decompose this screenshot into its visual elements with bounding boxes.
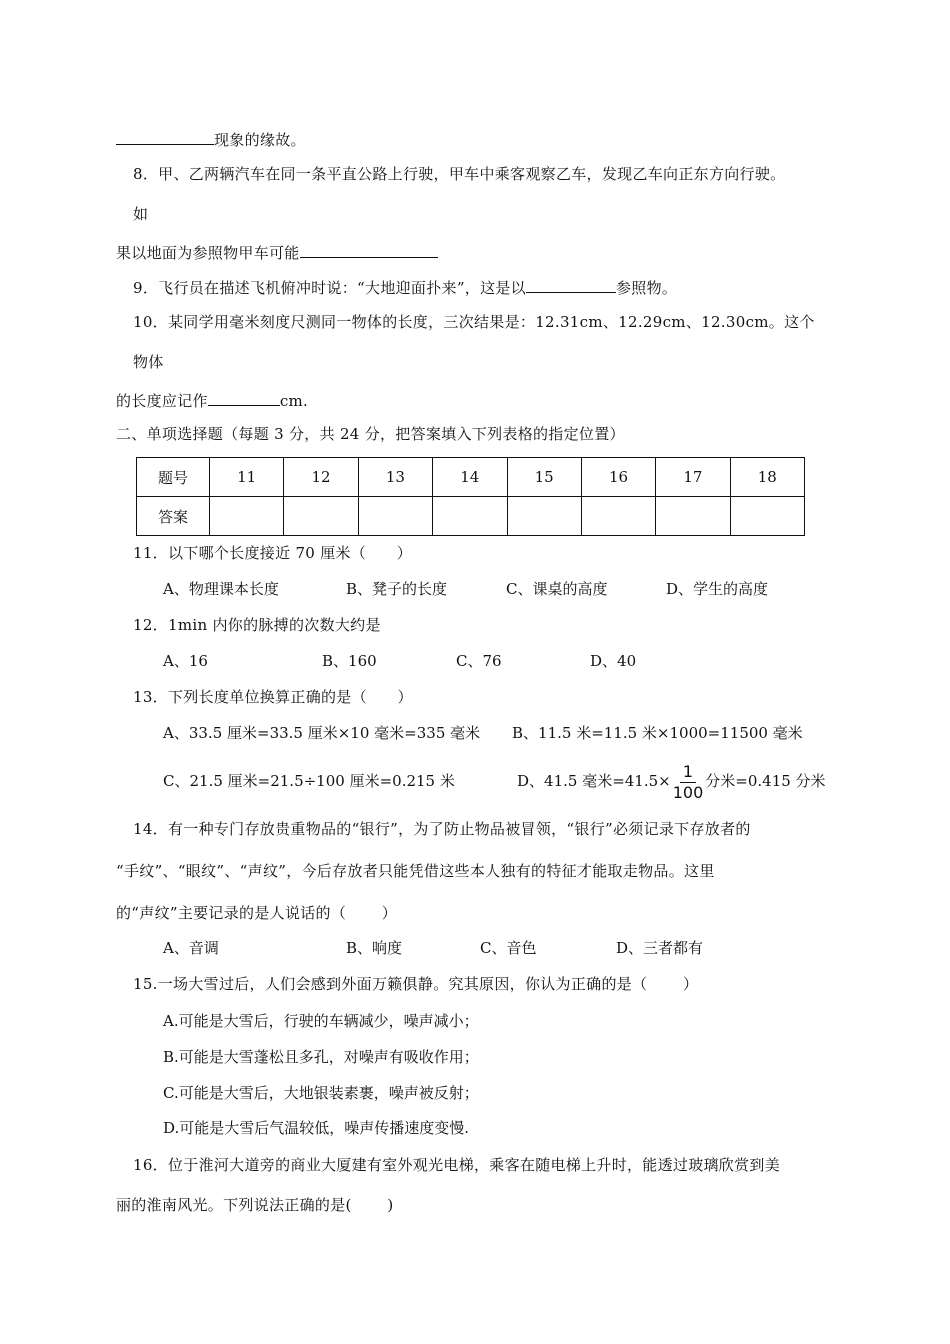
table-cell-number: 12 xyxy=(284,458,358,497)
table-cell-number: 13 xyxy=(358,458,432,497)
q8-line2: 如 xyxy=(133,205,149,223)
q14-option-b: B、响度 xyxy=(346,939,403,957)
q10-line2: 物体 xyxy=(133,353,164,371)
table-cell-number: 11 xyxy=(210,458,284,497)
q8-line3: 果以地面为参照物甲车可能 xyxy=(116,241,438,263)
q12-option-c: C、76 xyxy=(456,652,502,670)
q11-option-c: C、课桌的高度 xyxy=(506,580,608,598)
q12-option-a: A、16 xyxy=(163,652,208,670)
q9-answer-blank[interactable] xyxy=(526,276,616,293)
q11-option-a: A、物理课本长度 xyxy=(163,580,279,598)
q15-stem: 15.一场大雪过后，人们会感到外面万籁俱静。究其原因，你认为正确的是（ ） xyxy=(133,975,699,993)
q14-option-d: D、三者都有 xyxy=(616,939,704,957)
q15-option-d: D.可能是大雪后气温较低，噪声传播速度变慢. xyxy=(163,1119,470,1137)
fraction: $\frac{1}{100}$ xyxy=(672,761,704,802)
q11-stem: 11．以下哪个长度接近 70 厘米（ ） xyxy=(133,544,413,562)
q12-option-d: D、40 xyxy=(590,652,637,670)
table-label-number: 题号 xyxy=(137,458,210,497)
table-label-answer: 答案 xyxy=(137,497,210,536)
q13-option-b: B、11.5 米=11.5 米×1000=11500 毫米 xyxy=(512,724,803,742)
q15-option-c: C.可能是大雪后，大地银装素裹，噪声被反射； xyxy=(163,1084,479,1102)
answer-table xyxy=(136,457,805,536)
q14-line2: “手纹”、“眼纹”、“声纹”，今后存放者只能凭借这些本人独有的特征才能取走物品。这里 xyxy=(116,862,715,880)
q10-line3: 的长度应记作 cm. xyxy=(116,389,308,411)
answer-cell[interactable] xyxy=(210,497,284,536)
answer-cell[interactable] xyxy=(433,497,507,536)
q7-tail-line: 现象的缘故。 xyxy=(116,128,306,150)
q8-line1: 8．甲、乙两辆汽车在同一条平直公路上行驶，甲车中乘客观察乙车，发现乙车向正东方向行驶。 xyxy=(133,165,786,183)
q7-answer-blank[interactable] xyxy=(116,128,214,145)
answer-cell[interactable] xyxy=(581,497,655,536)
q14-option-c: C、音色 xyxy=(480,939,537,957)
answer-cell[interactable] xyxy=(507,497,581,536)
table-cell-number: 14 xyxy=(433,458,507,497)
section2-title: 二、单项选择题（每题 3 分，共 24 分，把答案填入下列表格的指定位置） xyxy=(116,425,625,443)
q10-answer-blank[interactable] xyxy=(208,389,280,406)
q15-option-a: A.可能是大雪后，行驶的车辆减少，噪声减小； xyxy=(163,1012,479,1030)
q14-line3: 的“声纹”主要记录的是人说话的（ ） xyxy=(116,904,398,922)
table-cell-number: 17 xyxy=(656,458,730,497)
answer-cell[interactable] xyxy=(730,497,804,536)
q12-stem: 12．1min 内你的脉搏的次数大约是 xyxy=(133,616,381,634)
answer-table-answer-row xyxy=(137,497,805,536)
q13-option-a: A、33.5 厘米=33.5 厘米×10 毫米=335 毫米 xyxy=(163,724,481,742)
q11-option-b: B、凳子的长度 xyxy=(346,580,448,598)
table-cell-number: 18 xyxy=(730,458,804,497)
q10-line1: 10．某同学用毫米刻度尺测同一物体的长度，三次结果是：12.31cm、12.29cm、12.30cm。这个 xyxy=(133,313,815,331)
q14-option-a: A、音调 xyxy=(163,939,219,957)
q12-option-b: B、160 xyxy=(322,652,377,670)
q13-option-d: D、41.5 毫米=41.5× $\frac{1}{100}$ 分米=0.415 分米 xyxy=(517,761,826,802)
q16-line1: 16．位于淮河大道旁的商业大厦建有室外观光电梯，乘客在随电梯上升时，能透过玻璃欣赏到美 xyxy=(133,1156,780,1174)
table-cell-number: 15 xyxy=(507,458,581,497)
table-cell-number: 16 xyxy=(581,458,655,497)
answer-cell[interactable] xyxy=(358,497,432,536)
q13-option-c: C、21.5 厘米=21.5÷100 厘米=0.215 米 xyxy=(163,772,455,790)
q9-line: 9．飞行员在描述飞机俯冲时说：“大地迎面扑来”，这是以 参照物。 xyxy=(133,276,677,298)
q14-line1: 14．有一种专门存放贵重物品的“银行”，为了防止物品被冒领，“银行”必须记录下存放者的 xyxy=(133,820,751,838)
answer-cell[interactable] xyxy=(284,497,358,536)
answer-table-number-row xyxy=(137,458,805,497)
q8-answer-blank[interactable] xyxy=(300,241,438,258)
q11-option-d: D、学生的高度 xyxy=(666,580,769,598)
q13-stem: 13．下列长度单位换算正确的是（ ） xyxy=(133,688,413,706)
q15-option-b: B.可能是大雪蓬松且多孔，对噪声有吸收作用； xyxy=(163,1048,479,1066)
q16-line2: 丽的淮南风光。下列说法正确的是( ) xyxy=(116,1196,394,1214)
answer-cell[interactable] xyxy=(656,497,730,536)
